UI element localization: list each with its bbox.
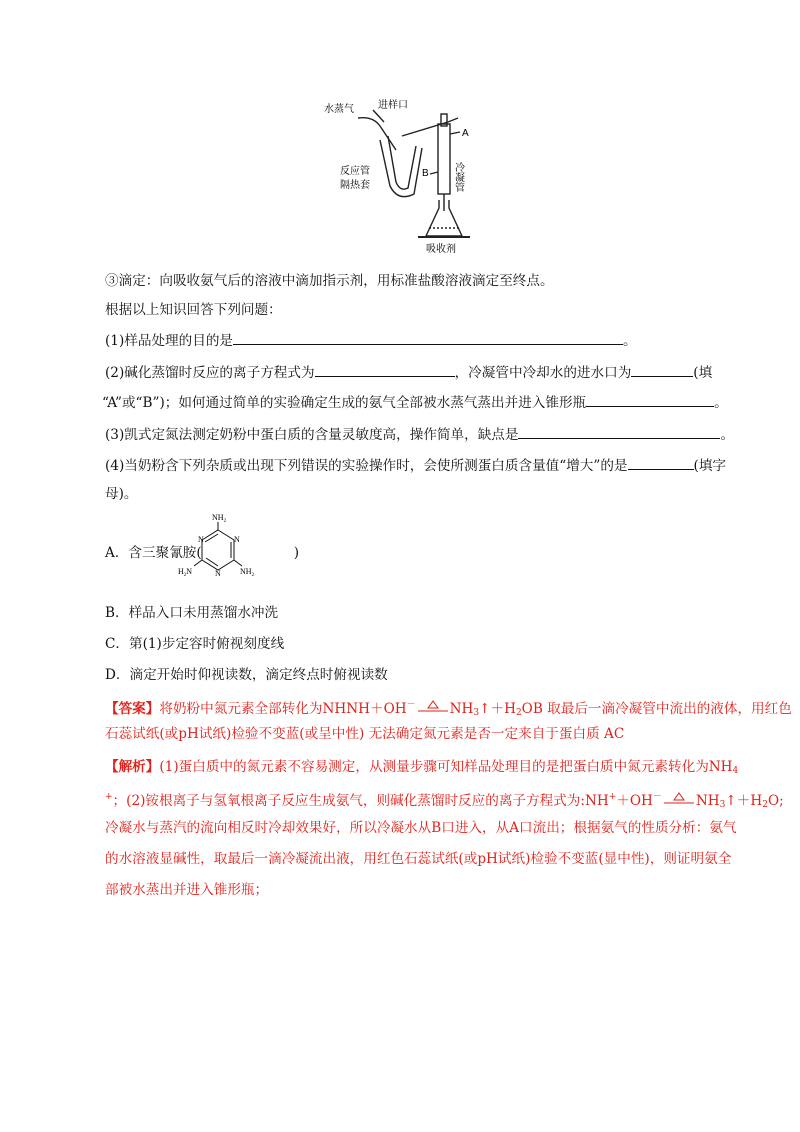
option-a-post: ) bbox=[293, 545, 299, 561]
q2-mid: ，冷凝管中冷却水的进水口为 bbox=[454, 365, 632, 381]
label-a: A bbox=[462, 128, 469, 139]
svg-text:N: N bbox=[215, 569, 221, 578]
q1-pre: (1)样品处理的目的是 bbox=[105, 333, 234, 349]
label-inlet: 进样口 bbox=[378, 100, 408, 111]
question-1 bbox=[105, 330, 637, 351]
svg-text:N: N bbox=[198, 535, 204, 544]
label-b: B bbox=[422, 168, 429, 179]
option-b: B．样品入口未用蒸馏水冲洗 bbox=[105, 605, 279, 621]
intro-text: 根据以上知识回答下列问题： bbox=[105, 302, 282, 318]
q2-post: (填 bbox=[693, 365, 713, 381]
q2-blank-inlet bbox=[631, 362, 693, 377]
question-2-line1 bbox=[105, 362, 712, 383]
svg-text:NH2: $NH_2$ bbox=[240, 567, 255, 578]
q1-post: 。 bbox=[623, 333, 637, 349]
analysis-line5: 部被水蒸出并进入锥形瓶； bbox=[105, 882, 269, 898]
analysis-line4: 的水溶液显碱性，取最后一滴冷凝流出液，用红色石蕊试纸(或pH试纸)检验不变蓝(显中性)，则证明氨全 bbox=[105, 851, 732, 867]
question-4-line2: 母)。 bbox=[105, 486, 138, 502]
analysis-line3: 冷凝水与蒸汽的流向相反时冷却效果好，所以冷凝水从B口进入，从A口流出；根据氨气的性质分析：氨气 bbox=[105, 820, 737, 836]
label-jacket: 隔热套 bbox=[340, 180, 370, 191]
heat-arrow-icon bbox=[416, 699, 450, 715]
answer-tag: 【答案】 bbox=[105, 701, 160, 717]
q3-post: 。 bbox=[720, 427, 735, 443]
melamine-structure bbox=[168, 510, 268, 592]
option-a-pre: A．含三聚氰胺( bbox=[105, 545, 202, 561]
q2-blank-equation bbox=[315, 362, 455, 377]
question-2-line2 bbox=[102, 392, 728, 413]
q3-blank bbox=[518, 424, 720, 439]
step3-text: ③滴定：向吸收氨气后的溶液中滴加指示剂，用标准盐酸溶液滴定至终点。 bbox=[105, 273, 554, 289]
q3-pre: (3)凯式定氮法测定奶粉中蛋白质的含量灵敏度高，操作简单，缺点是 bbox=[105, 427, 519, 443]
svg-text:H2N: $H_2N$ bbox=[178, 567, 193, 578]
q4-post: (填字 bbox=[693, 458, 727, 474]
analysis-line1: 【解析】(1)蛋白质中的氮元素不容易测定，从测量步骤可知样品处理目的是把蛋白质中氮元素转化为$NH_4$ bbox=[105, 759, 739, 776]
label-reaction-tube: 反应管 bbox=[340, 166, 370, 177]
q2-line2-pre: “A”或“B”)；如何通过简单的实验确定生成的氨气全部被水蒸气蒸出并进入锥形瓶 bbox=[102, 395, 587, 411]
question-4-line1 bbox=[105, 455, 726, 476]
analysis-line2: +；(2)铵根离子与氢氧根离子反应生成氨气，则碱化蒸馏时反应的离子方程式为:NH+＋OH－ $NH_3↑+H_2O$; bbox=[105, 792, 784, 810]
label-steam: 水蒸气 bbox=[324, 104, 354, 115]
svg-text:N: N bbox=[234, 535, 240, 544]
option-d: D．滴定开始时仰视读数，滴定终点时俯视读数 bbox=[105, 667, 388, 683]
question-3 bbox=[105, 424, 734, 445]
q2-pre: (2)碱化蒸馏时反应的离子方程式为 bbox=[105, 365, 315, 381]
analysis-tag: 【解析】 bbox=[105, 759, 160, 775]
q1-blank bbox=[233, 330, 623, 345]
option-c: C．第(1)步定容时俯视刻度线 bbox=[105, 636, 285, 652]
kjeldahl-apparatus-figure bbox=[318, 96, 538, 256]
svg-text:NH2: $NH_2$ bbox=[212, 513, 227, 524]
heat-arrow-icon bbox=[662, 791, 696, 807]
q4-pre: (4)当奶粉含下列杂质或出现下列错误的实验操作时，会使所测蛋白质含量值“增大”的是 bbox=[105, 458, 628, 474]
q4-blank bbox=[628, 455, 694, 470]
answer-line2: 石蕊试纸(或pH试纸)检验不变蓝(或呈中性) 无法确定氮元素是否一定来自于蛋白质 AC bbox=[105, 726, 625, 742]
answer-line1: 【答案】将奶粉中氮元素全部转化为NHNH＋OH－ $NH_3↑+H_2OB$ 取最后一滴冷凝管中流出的液体，用红色 bbox=[105, 700, 792, 718]
label-absorbent: 吸收剂 bbox=[426, 244, 456, 255]
label-condenser: 冷凝管 bbox=[452, 162, 464, 192]
q2-blank-method bbox=[586, 392, 714, 407]
q2-line2-post: 。 bbox=[714, 395, 728, 411]
